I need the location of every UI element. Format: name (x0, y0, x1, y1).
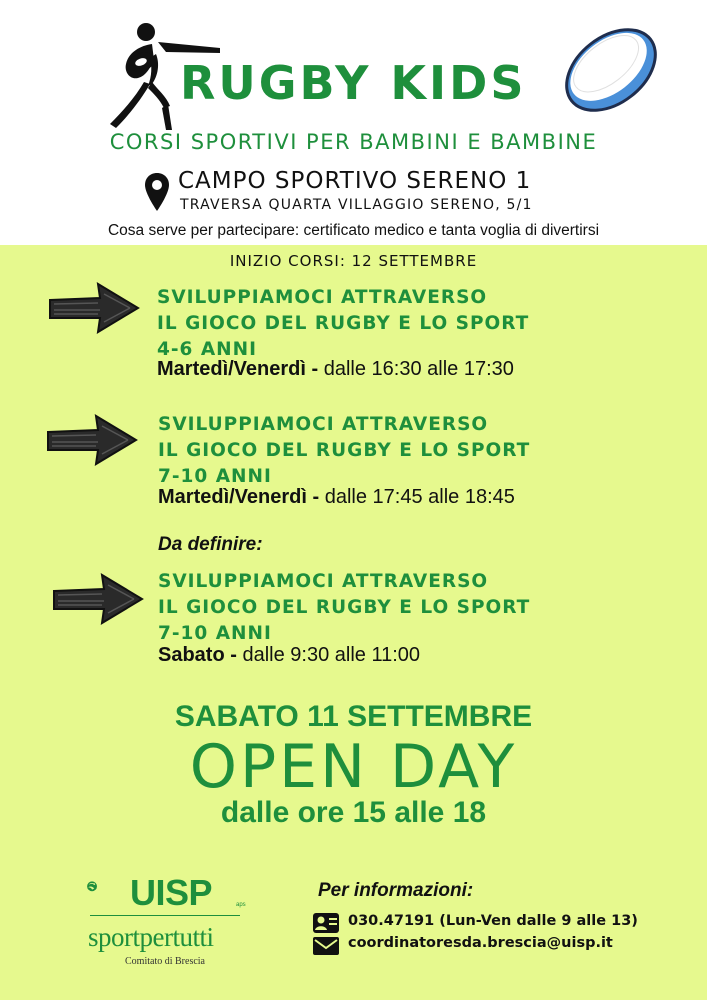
contact-card-icon (312, 912, 340, 934)
uisp-logo-tagline: sportpertutti (88, 922, 214, 952)
open-day-hours: dalle ore 15 alle 18 (220, 796, 487, 829)
logo-divider (90, 915, 240, 916)
page-subtitle: CORSI SPORTIVI PER BAMBINI E BAMBINE (109, 130, 598, 154)
arrow-icon (46, 412, 138, 468)
uisp-logo-aps: aps (236, 902, 246, 908)
open-day-date: SABATO 11 SETTEMBRE (174, 700, 533, 733)
course-2-title: SVILUPPIAMOCI ATTRAVERSO IL GIOCO DEL RUGBY E LO SPORT 7-10 ANNI (158, 414, 531, 487)
contact-email[interactable]: coordinatoresda.brescia@uisp.it (348, 935, 613, 951)
contacts-label: Per informazioni: (318, 880, 474, 901)
uisp-logo-icon (86, 874, 134, 914)
uisp-committee: Comitato di Brescia (125, 956, 205, 967)
course-start-date: INIZIO CORSI: 12 SETTEMBRE (229, 252, 478, 270)
open-day-title: OPEN DAY (189, 732, 518, 802)
arrow-icon (52, 571, 144, 627)
location-pin-icon (144, 172, 170, 212)
venue-address: TRAVERSA QUARTA VILLAGGIO SERENO, 5/1 (180, 197, 533, 213)
course-3-schedule: Sabato - dalle 9:30 alle 11:00 (158, 644, 421, 666)
rugby-ball-icon (560, 20, 662, 120)
contact-phone[interactable]: 030.47191 (Lun-Ven dalle 9 alle 13) (348, 913, 638, 929)
requirements-text: Cosa serve per partecipare: certificato medico e tanta voglia di divertirsi (107, 222, 600, 239)
course-1-title: SVILUPPIAMOCI ATTRAVERSO IL GIOCO DEL RUGBY E LO SPORT 4-6 ANNI (157, 287, 530, 360)
course-3-title: SVILUPPIAMOCI ATTRAVERSO IL GIOCO DEL RUGBY E LO SPORT 7-10 ANNI (158, 571, 531, 644)
course-1-schedule: Martedì/Venerdì - dalle 16:30 alle 17:30 (157, 358, 514, 380)
envelope-icon (312, 935, 340, 957)
course-2-schedule: Martedì/Venerdì - dalle 17:45 alle 18:45 (158, 486, 515, 508)
page-title: RUGBY KIDS (180, 56, 527, 110)
uisp-logo-name: UISP (130, 872, 213, 913)
to-be-defined-label: Da definire: (158, 534, 263, 555)
venue-name: CAMPO SPORTIVO SERENO 1 (178, 168, 532, 194)
arrow-icon (48, 280, 140, 336)
